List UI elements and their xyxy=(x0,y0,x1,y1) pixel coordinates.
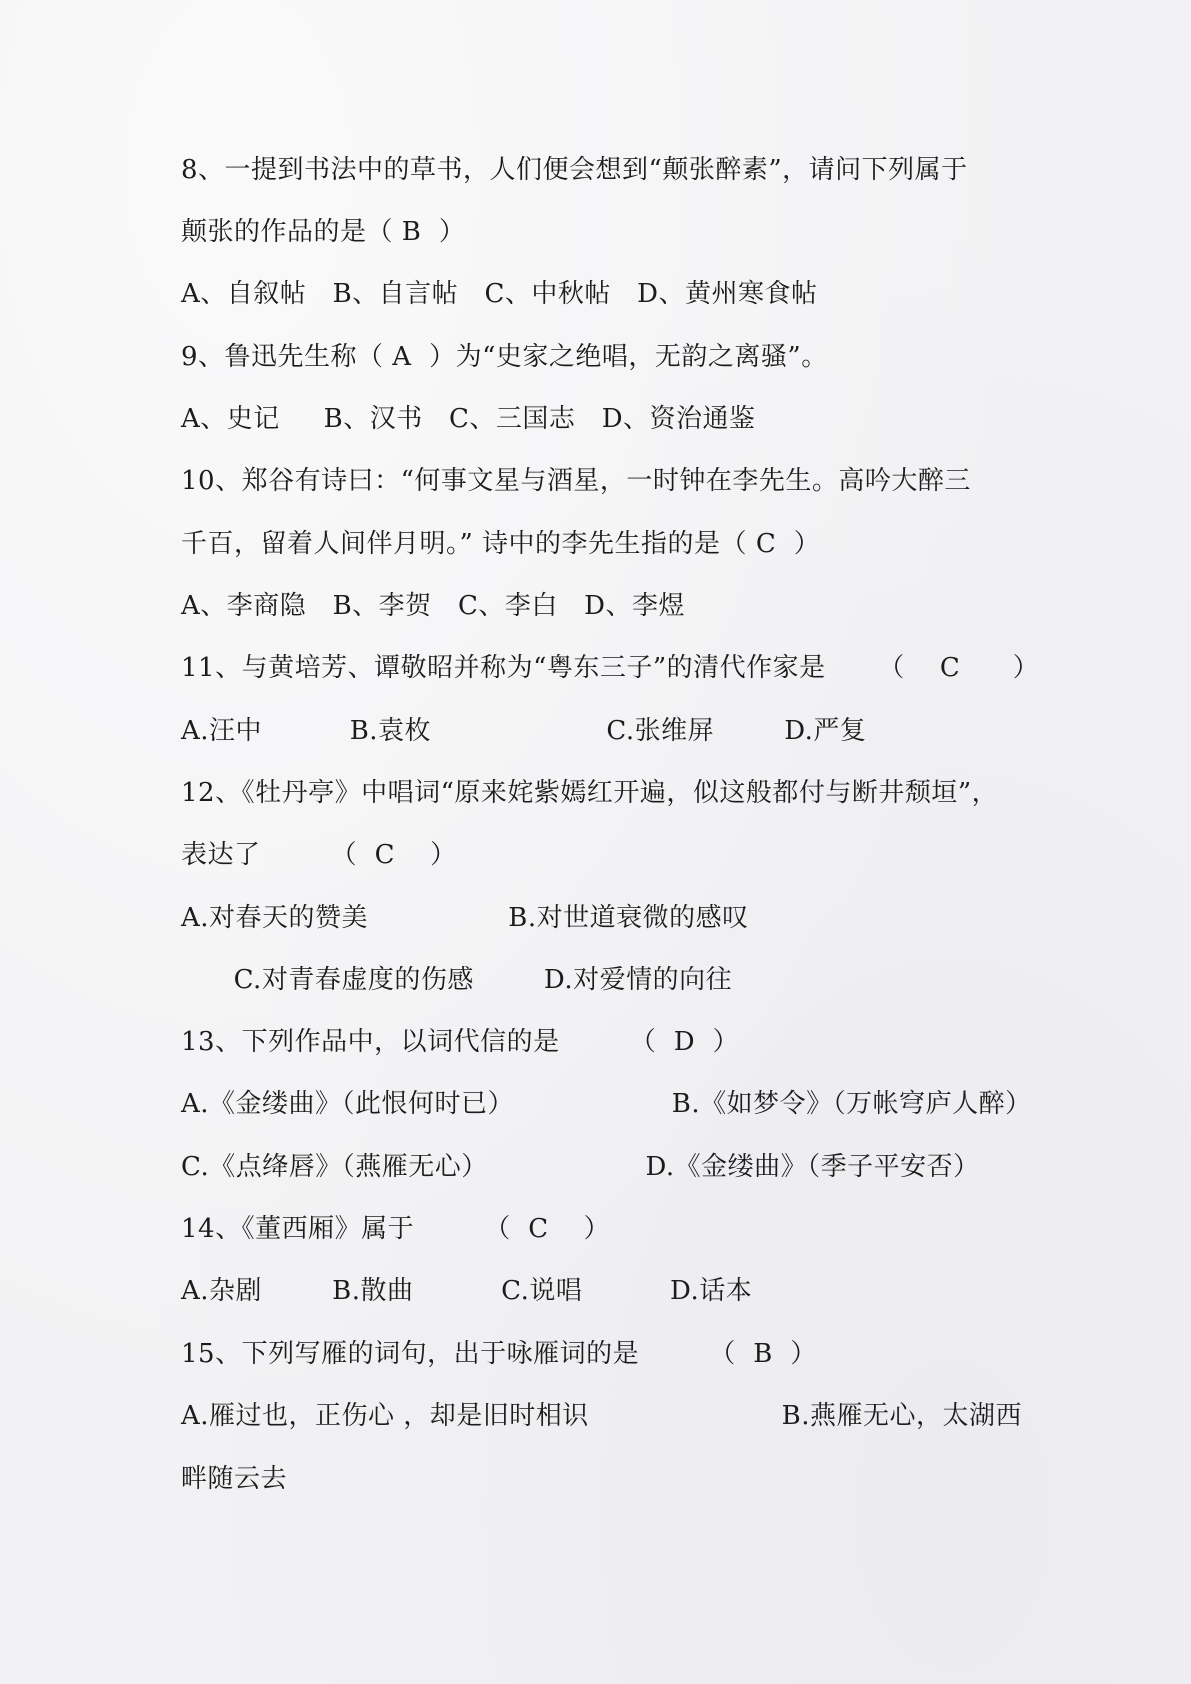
question-15-stem: 15、下列写雁的词句，出于咏雁词的是 （ B ） xyxy=(181,1339,817,1369)
question-12-stem-line-2: 表达了 （ C ） xyxy=(181,840,457,870)
question-12-options-ab: A.对春天的赞美 B.对世道衰微的感叹 xyxy=(181,903,749,933)
question-10-stem-line-1: 10、郑谷有诗曰：“何事文星与酒星，一时钟在李先生。高吟大醉三 xyxy=(181,466,971,496)
question-14-stem: 14、《董西厢》属于 （ C ） xyxy=(181,1214,611,1244)
question-9-options: A、史记 B、汉书 C、三国志 D、资治通鉴 xyxy=(181,404,756,434)
question-15-options-line-1: A.雁过也，正伤心 ，却是旧时相识 B.燕雁无心，太湖西 xyxy=(181,1401,1022,1431)
question-11-stem: 11、与黄培芳、谭敬昭并称为“粤东三子”的清代作家是 （ C ） xyxy=(181,653,1040,683)
question-8-stem-line-1: 8、一提到书法中的草书，人们便会想到“颠张醉素”，请问下列属于 xyxy=(181,155,968,185)
question-15-options-line-2: 畔随云去 xyxy=(181,1464,288,1494)
question-9-stem: 9、鲁迅先生称（ A ）为“史家之绝唱，无韵之离骚”。 xyxy=(181,342,828,372)
question-8-options: A、自叙帖 B、自言帖 C、中秋帖 D、黄州寒食帖 xyxy=(181,279,818,309)
question-13-options-cd: C.《点绛唇》（燕雁无心） D.《金缕曲》（季子平安否） xyxy=(181,1152,980,1182)
question-12-options-cd: C.对青春虚度的伤感 D.对爱情的向往 xyxy=(181,965,733,995)
question-11-options: A.汪中 B.袁枚 C.张维屏 D.严复 xyxy=(181,716,867,746)
question-10-options: A、李商隐 B、李贺 C、李白 D、李煜 xyxy=(181,591,686,621)
question-8-stem-line-2: 颠张的作品的是（ B ） xyxy=(181,217,466,247)
question-13-options-ab: A.《金缕曲》（此恨何时已） B.《如梦令》（万帐穹庐人醉） xyxy=(181,1089,1032,1119)
question-10-stem-line-2: 千百，留着人间伴月明。” 诗中的李先生指的是（ C ） xyxy=(181,529,821,559)
question-12-stem-line-1: 12、《牡丹亭》中唱词“原来姹紫嫣红开遍，似这般都付与断井颓垣”， xyxy=(181,778,999,808)
question-14-options: A.杂剧 B.散曲 C.说唱 D.话本 xyxy=(181,1276,753,1306)
question-13-stem: 13、下列作品中，以词代信的是 （ D ） xyxy=(181,1027,740,1057)
